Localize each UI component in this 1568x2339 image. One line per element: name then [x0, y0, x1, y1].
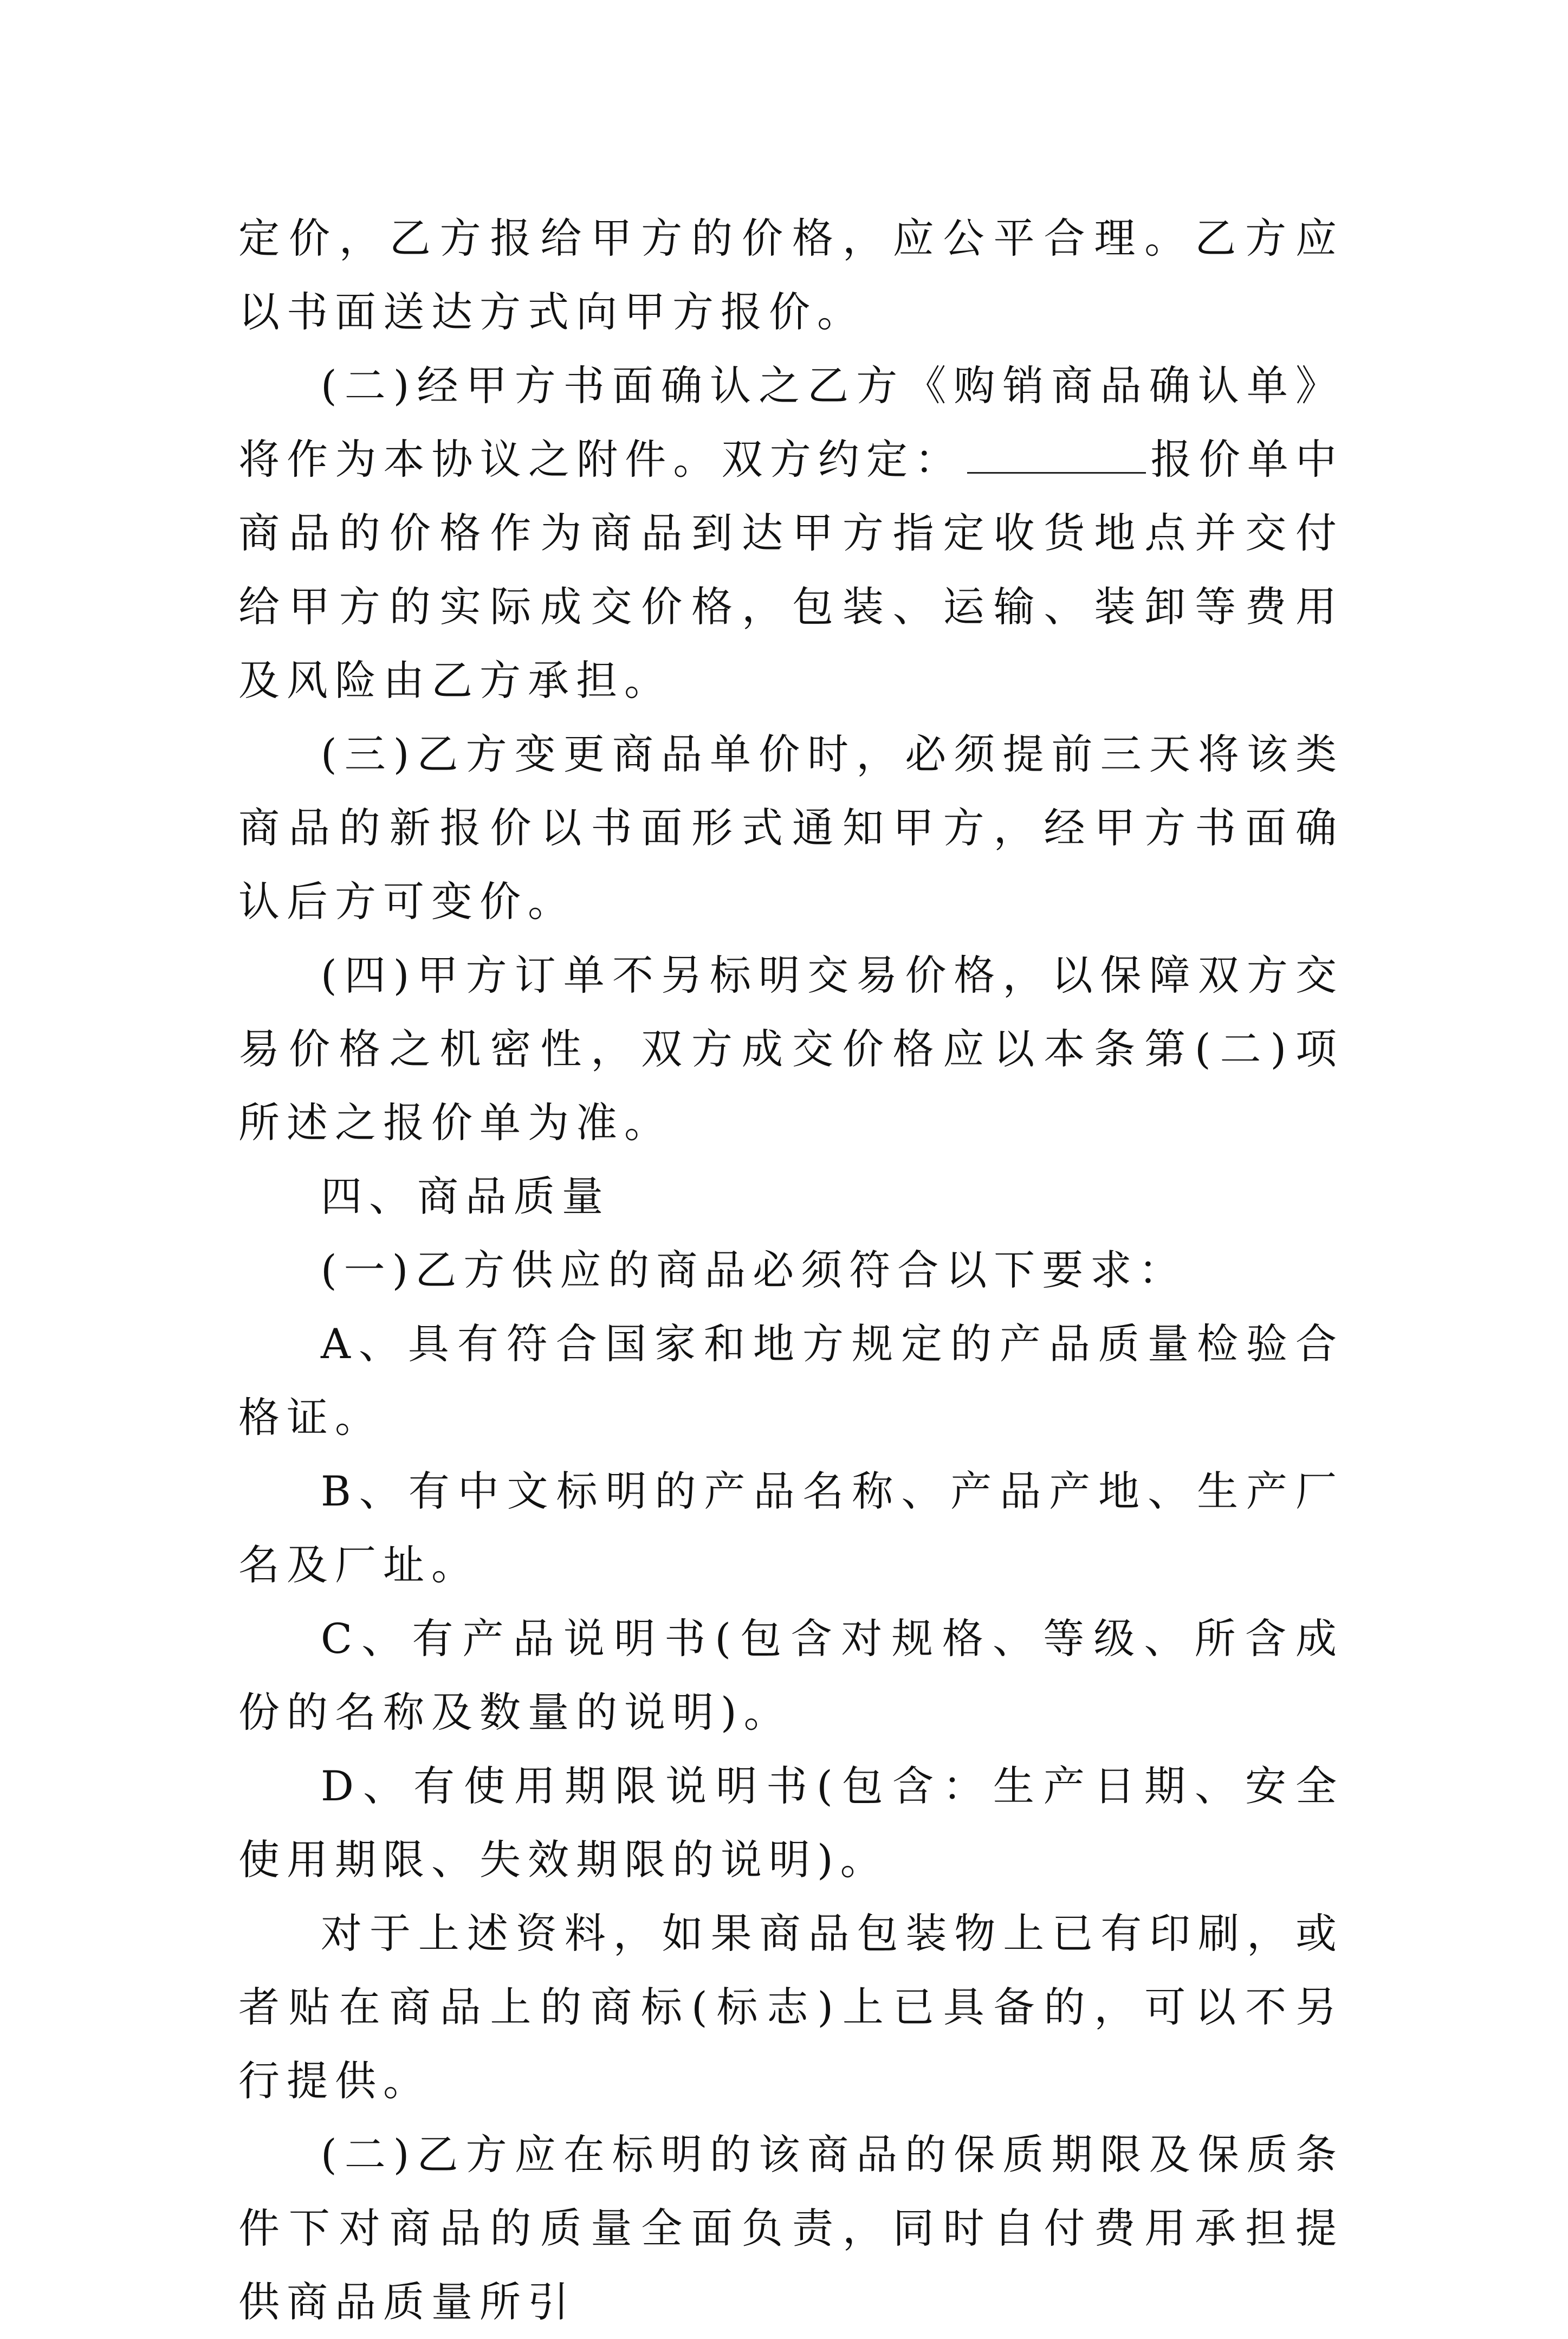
paragraph-price-change: (三)乙方变更商品单价时，必须提前三天将该类商品的新报价以书面形式通知甲方，经甲方书面确认后方可变价。: [238, 730, 1344, 926]
list-item-c: C、有产品说明书(包含对规格、等级、所含成份的名称及数量的说明)。: [238, 1614, 1344, 1736]
contract-body: [238, 202, 1344, 2339]
paragraph-confirmation-form: [238, 349, 1344, 718]
paragraph-confirmation-form-start: (二)经甲方书面确认之乙方《购销商品确认单》将作为本协议之附件。双方约定：: [238, 361, 1344, 483]
paragraph-price-confidentiality: (四)甲方订单不另标明交易价格，以保障双方交易价格之机密性，双方成交价格应以本条第(二)项所述之报价单为准。: [238, 951, 1344, 1147]
list-item-d: D、有使用期限说明书(包含：生产日期、安全使用期限、失效期限的说明)。: [238, 1762, 1344, 1884]
list-item-b: B、有中文标明的产品名称、产品产地、生产厂名及厂址。: [238, 1467, 1344, 1589]
paragraph-confirmation-form-end: 报价单中商品的价格作为商品到达甲方指定收货地点并交付给甲方的实际成交价格，包装、运输、装卸等费用及风险由乙方承担。: [238, 435, 1344, 705]
paragraph-quality-requirements: (一)乙方供应的商品必须符合以下要求：: [321, 1246, 1187, 1294]
paragraph-packaging-note: 对于上述资料，如果商品包装物上已有印刷，或者贴在商品上的商标(标志)上已具备的，可以不另行提供。: [238, 1909, 1344, 2105]
paragraph-quality-responsibility: (二)乙方应在标明的该商品的保质期限及保质条件下对商品的质量全面负责，同时自付费用承担提供商品质量所引: [238, 2130, 1344, 2326]
fill-in-blank[interactable]: [967, 440, 1146, 474]
list-item-a: A、具有符合国家和地方规定的产品质量检验合格证。: [238, 1320, 1344, 1442]
section-heading-quality: 四、商品质量: [321, 1172, 610, 1220]
paragraph-price-fairness: 定价，乙方报给甲方的价格，应公平合理。乙方应以书面送达方式向甲方报价。: [238, 214, 1344, 336]
